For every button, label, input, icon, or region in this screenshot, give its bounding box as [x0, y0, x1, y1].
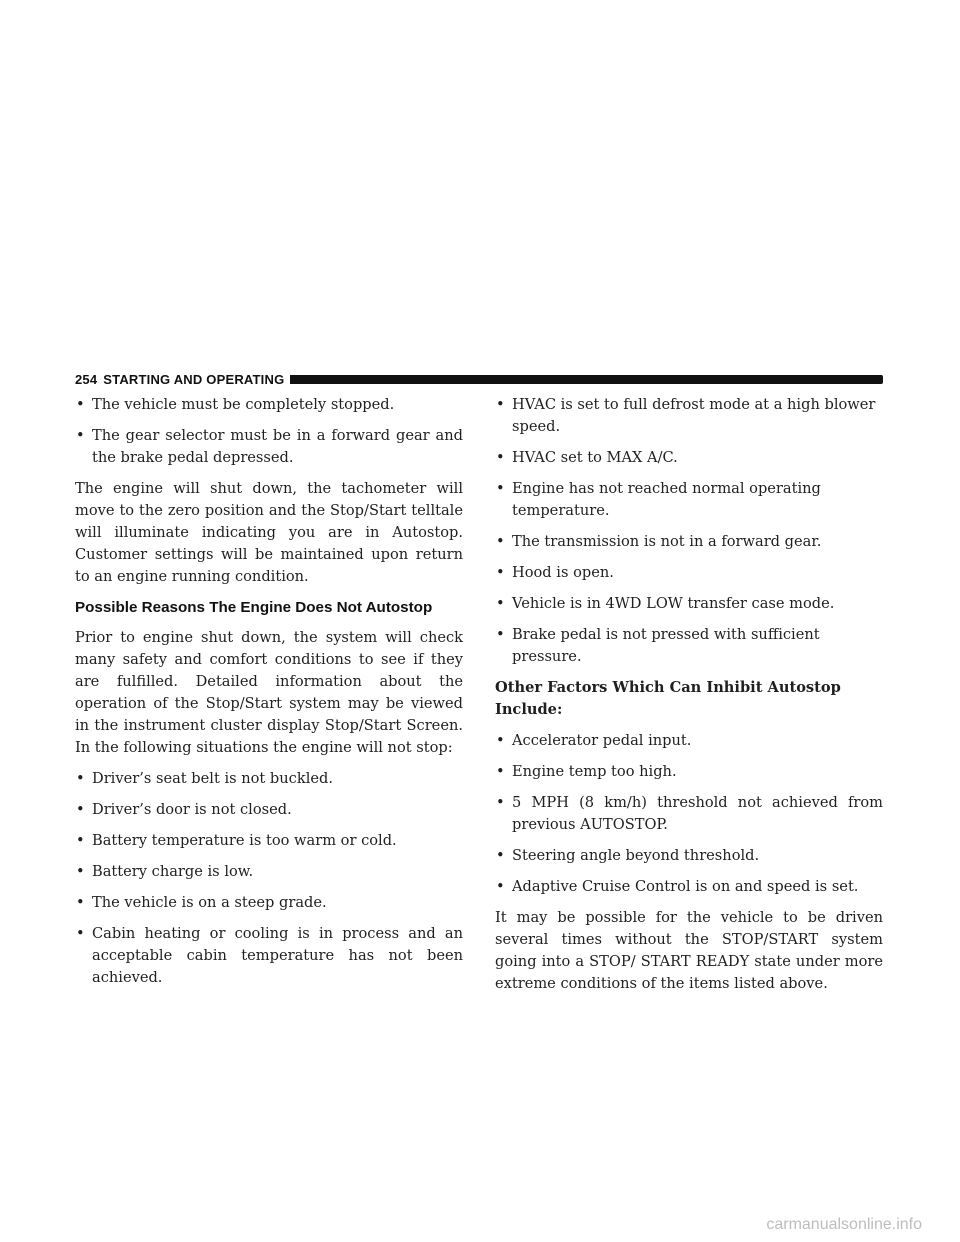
list-item: • Steering angle beyond threshold. [495, 845, 883, 867]
section-heading: Possible Reasons The Engine Does Not Autostop [75, 599, 433, 616]
list-item: • Cabin heating or cooling is in process and an acceptable cabin temperature has not been achieved. [75, 923, 463, 989]
list-item: • Battery charge is low. [75, 861, 463, 883]
list-item: • The vehicle is on a steep grade. [75, 892, 463, 914]
header-rule [290, 375, 883, 384]
paragraph: The engine will shut down, the tachometer will move to the zero position and the Stop/Start telltale will illuminate indicating you are in Autostop. Customer settings will be maintained upon return to an engine running condition. [75, 480, 463, 585]
list-item: • Brake pedal is not pressed with sufficient pressure. [495, 624, 883, 668]
subheading: Other Factors Which Can Inhibit Autostop Include: [495, 679, 841, 718]
list-item: • Hood is open. [495, 562, 883, 584]
list-item: • Driver’s door is not closed. [75, 799, 463, 821]
list-item: • The vehicle must be completely stopped. [75, 394, 463, 416]
list-item: • Battery temperature is too warm or cold. [75, 830, 463, 852]
right-column [495, 394, 883, 1004]
paragraph: It may be possible for the vehicle to be driven several times without the STOP/START system going into a STOP/ START READY state under more extreme conditions of the items listed above. [495, 909, 883, 992]
list-item: • Vehicle is in 4WD LOW transfer case mode. [495, 593, 883, 615]
list-item: • The transmission is not in a forward gear. [495, 531, 883, 553]
list-item: • The gear selector must be in a forward gear and the brake pedal depressed. [75, 425, 463, 469]
list-item: • Adaptive Cruise Control is on and speed is set. [495, 876, 883, 898]
page-number: 254 [75, 371, 98, 387]
list-item: • HVAC is set to full defrost mode at a high blower speed. [495, 394, 883, 438]
list-item: • Accelerator pedal input. [495, 730, 883, 752]
list-item: • Driver’s seat belt is not buckled. [75, 768, 463, 790]
list-item: • HVAC set to MAX A/C. [495, 447, 883, 469]
list-item: • 5 MPH (8 km/h) threshold not achieved from previous AUTOSTOP. [495, 792, 883, 836]
watermark: carmanualsonline.info [766, 1216, 922, 1233]
section-title: STARTING AND OPERATING [103, 371, 285, 387]
left-column [75, 394, 463, 998]
list-item: • Engine has not reached normal operating temperature. [495, 478, 883, 522]
page-header [75, 368, 883, 390]
list-item: • Engine temp too high. [495, 761, 883, 783]
paragraph: Prior to engine shut down, the system will check many safety and comfort conditions to see if they are fulfilled. Detailed information about the operation of the Stop/Start system may be viewed in the instrument cluster display Stop/Start Screen. In the following situations the engine will not stop: [75, 629, 463, 756]
